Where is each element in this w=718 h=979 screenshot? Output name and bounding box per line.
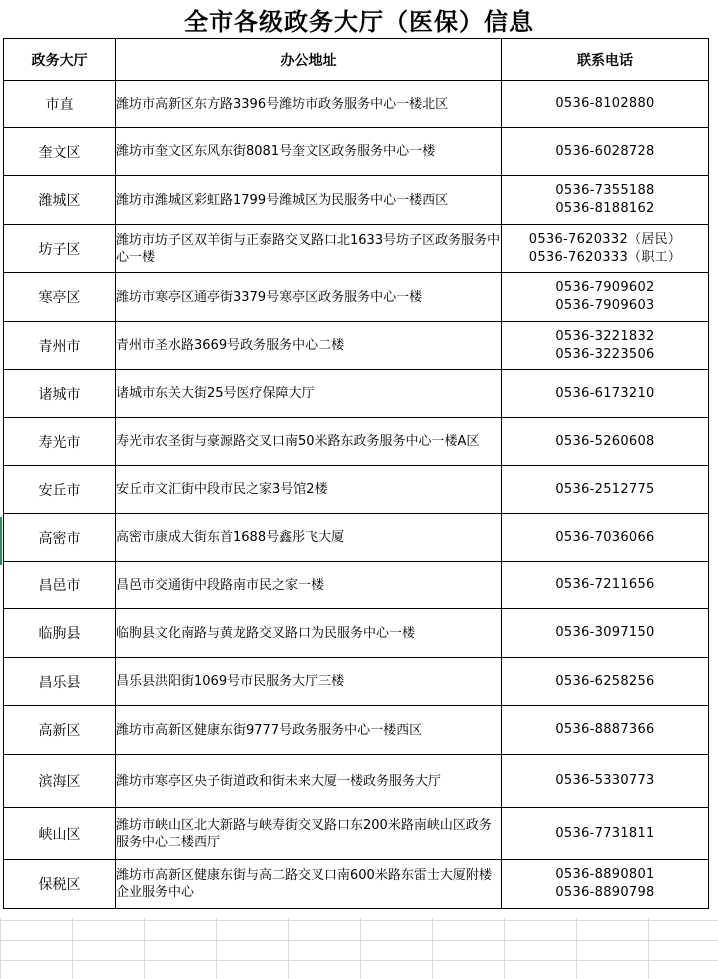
district-cell[interactable]: 昌乐县 [4,658,116,706]
phone-cell[interactable] [502,81,709,128]
phone-cell[interactable] [502,808,709,860]
table-row [4,706,709,755]
table-row [4,860,709,909]
district-cell[interactable]: 青州市 [4,322,116,370]
phone-number: 0536-7909602 [555,280,655,295]
district-cell[interactable]: 寒亭区 [4,273,116,322]
phone-number: 0536-5260608 [555,433,655,449]
district-cell[interactable]: 诸城市 [4,370,116,418]
page-title[interactable]: 全市各级政务大厅（医保）信息 [0,0,718,38]
phone-cell[interactable] [502,128,709,176]
table-row [4,128,709,176]
active-cell-marker [0,517,2,565]
address-cell[interactable]: 潍坊市高新区健康东街与高二路交叉口南600米路东雷士大厦附楼企业服务中心 [116,860,502,909]
phone-number: 0536-6173210 [555,385,655,401]
district-cell[interactable]: 昌邑市 [4,562,116,609]
phone-cell[interactable] [502,225,709,273]
district-cell[interactable]: 高新区 [4,706,116,755]
phone-number: 0536-6028728 [555,143,655,159]
phone-number: 0536-7036066 [555,529,655,545]
phone-number: 0536-7211656 [555,577,655,592]
table-row [4,322,709,370]
district-cell[interactable]: 保税区 [4,860,116,909]
table-row [4,755,709,808]
table-row [4,370,709,418]
header-district[interactable]: 政务大厅 [4,39,116,81]
phone-cell[interactable] [502,418,709,466]
address-cell[interactable]: 潍坊市奎文区东风东街8081号奎文区政务服务中心一楼 [116,128,502,176]
phone-number: 0536-7620332（居民） [528,231,682,247]
phone-cell[interactable] [502,860,709,909]
phone-number: 0536-7909603 [555,298,655,313]
phone-cell[interactable] [502,370,709,418]
phone-cell[interactable] [502,706,709,755]
phone-number: 0536-8188162 [555,201,655,216]
address-cell[interactable]: 青州市圣水路3669号政务服务中心二楼 [116,322,502,370]
phone-number: 0536-6258256 [555,673,655,689]
table-row [4,176,709,225]
phone-cell[interactable] [502,755,709,808]
address-cell[interactable]: 潍坊市寒亭区央子街道政和街未来大厦一楼政务服务大厅 [116,755,502,808]
phone-number: 0536-3223506 [555,346,655,362]
phone-number: 0536-8887366 [555,722,655,737]
header-row [4,39,709,81]
district-cell[interactable]: 临朐县 [4,609,116,658]
address-cell[interactable]: 潍坊市潍城区彩虹路1799号潍城区为民服务中心一楼西区 [116,176,502,225]
district-cell[interactable]: 坊子区 [4,225,116,273]
table-row [4,808,709,860]
phone-cell[interactable] [502,322,709,370]
district-cell[interactable]: 高密市 [4,514,116,562]
table-row [4,418,709,466]
table-row [4,609,709,658]
phone-number: 0536-7620333（职工） [528,249,682,265]
phone-number: 0536-2512775 [555,481,655,497]
phone-cell[interactable] [502,562,709,609]
phone-number: 0536-8890798 [555,885,655,900]
header-phone[interactable]: 联系电话 [502,39,709,81]
phone-number: 0536-3097150 [555,625,655,640]
district-cell[interactable]: 潍城区 [4,176,116,225]
address-cell[interactable]: 潍坊市峡山区北大新路与峡寿街交叉路口东200米路南峡山区政务服务中心二楼西厅 [116,808,502,860]
info-table [3,38,709,909]
table-row [4,273,709,322]
table-row [4,466,709,514]
table-row [4,562,709,609]
district-cell[interactable]: 寿光市 [4,418,116,466]
address-cell[interactable]: 诸城市东关大街25号医疗保障大厅 [116,370,502,418]
phone-number: 0536-3221832 [555,328,655,344]
address-cell[interactable]: 高密市康成大街东首1688号鑫彤飞大厦 [116,514,502,562]
district-cell[interactable]: 滨海区 [4,755,116,808]
district-cell[interactable]: 奎文区 [4,128,116,176]
phone-number: 0536-5330773 [555,773,655,788]
phone-cell[interactable] [502,514,709,562]
district-cell[interactable]: 安丘市 [4,466,116,514]
table-row [4,81,709,128]
address-cell[interactable]: 临朐县文化南路与黄龙路交叉路口为民服务中心一楼 [116,609,502,658]
phone-cell[interactable] [502,658,709,706]
district-cell[interactable]: 市直 [4,81,116,128]
address-cell[interactable]: 昌乐县洪阳街1069号市民服务大厅三楼 [116,658,502,706]
address-cell[interactable]: 寿光市农圣街与豪源路交叉口南50米路东政务服务中心一楼A区 [116,418,502,466]
header-address[interactable]: 办公地址 [116,39,502,81]
phone-cell[interactable] [502,609,709,658]
phone-number: 0536-8102880 [555,96,655,111]
phone-cell[interactable] [502,273,709,322]
table-row [4,658,709,706]
address-cell[interactable]: 潍坊市坊子区双羊街与正泰路交叉路口北1633号坊子区政务服务中心一楼 [116,225,502,273]
phone-cell[interactable] [502,176,709,225]
phone-cell[interactable] [502,466,709,514]
phone-number: 0536-8890801 [555,867,655,882]
district-cell[interactable]: 峡山区 [4,808,116,860]
address-cell[interactable]: 潍坊市高新区健康东街9777号政务服务中心一楼西区 [116,706,502,755]
table-row [4,225,709,273]
address-cell[interactable]: 潍坊市高新区东方路3396号潍坊市政务服务中心一楼北区 [116,81,502,128]
table-row [4,514,709,562]
address-cell[interactable]: 昌邑市交通街中段路南市民之家一楼 [116,562,502,609]
phone-number: 0536-7731811 [555,825,655,841]
address-cell[interactable]: 安丘市文汇街中段市民之家3号馆2楼 [116,466,502,514]
address-cell[interactable]: 潍坊市寒亭区通亭街3379号寒亭区政务服务中心一楼 [116,273,502,322]
phone-number: 0536-7355188 [555,183,655,198]
